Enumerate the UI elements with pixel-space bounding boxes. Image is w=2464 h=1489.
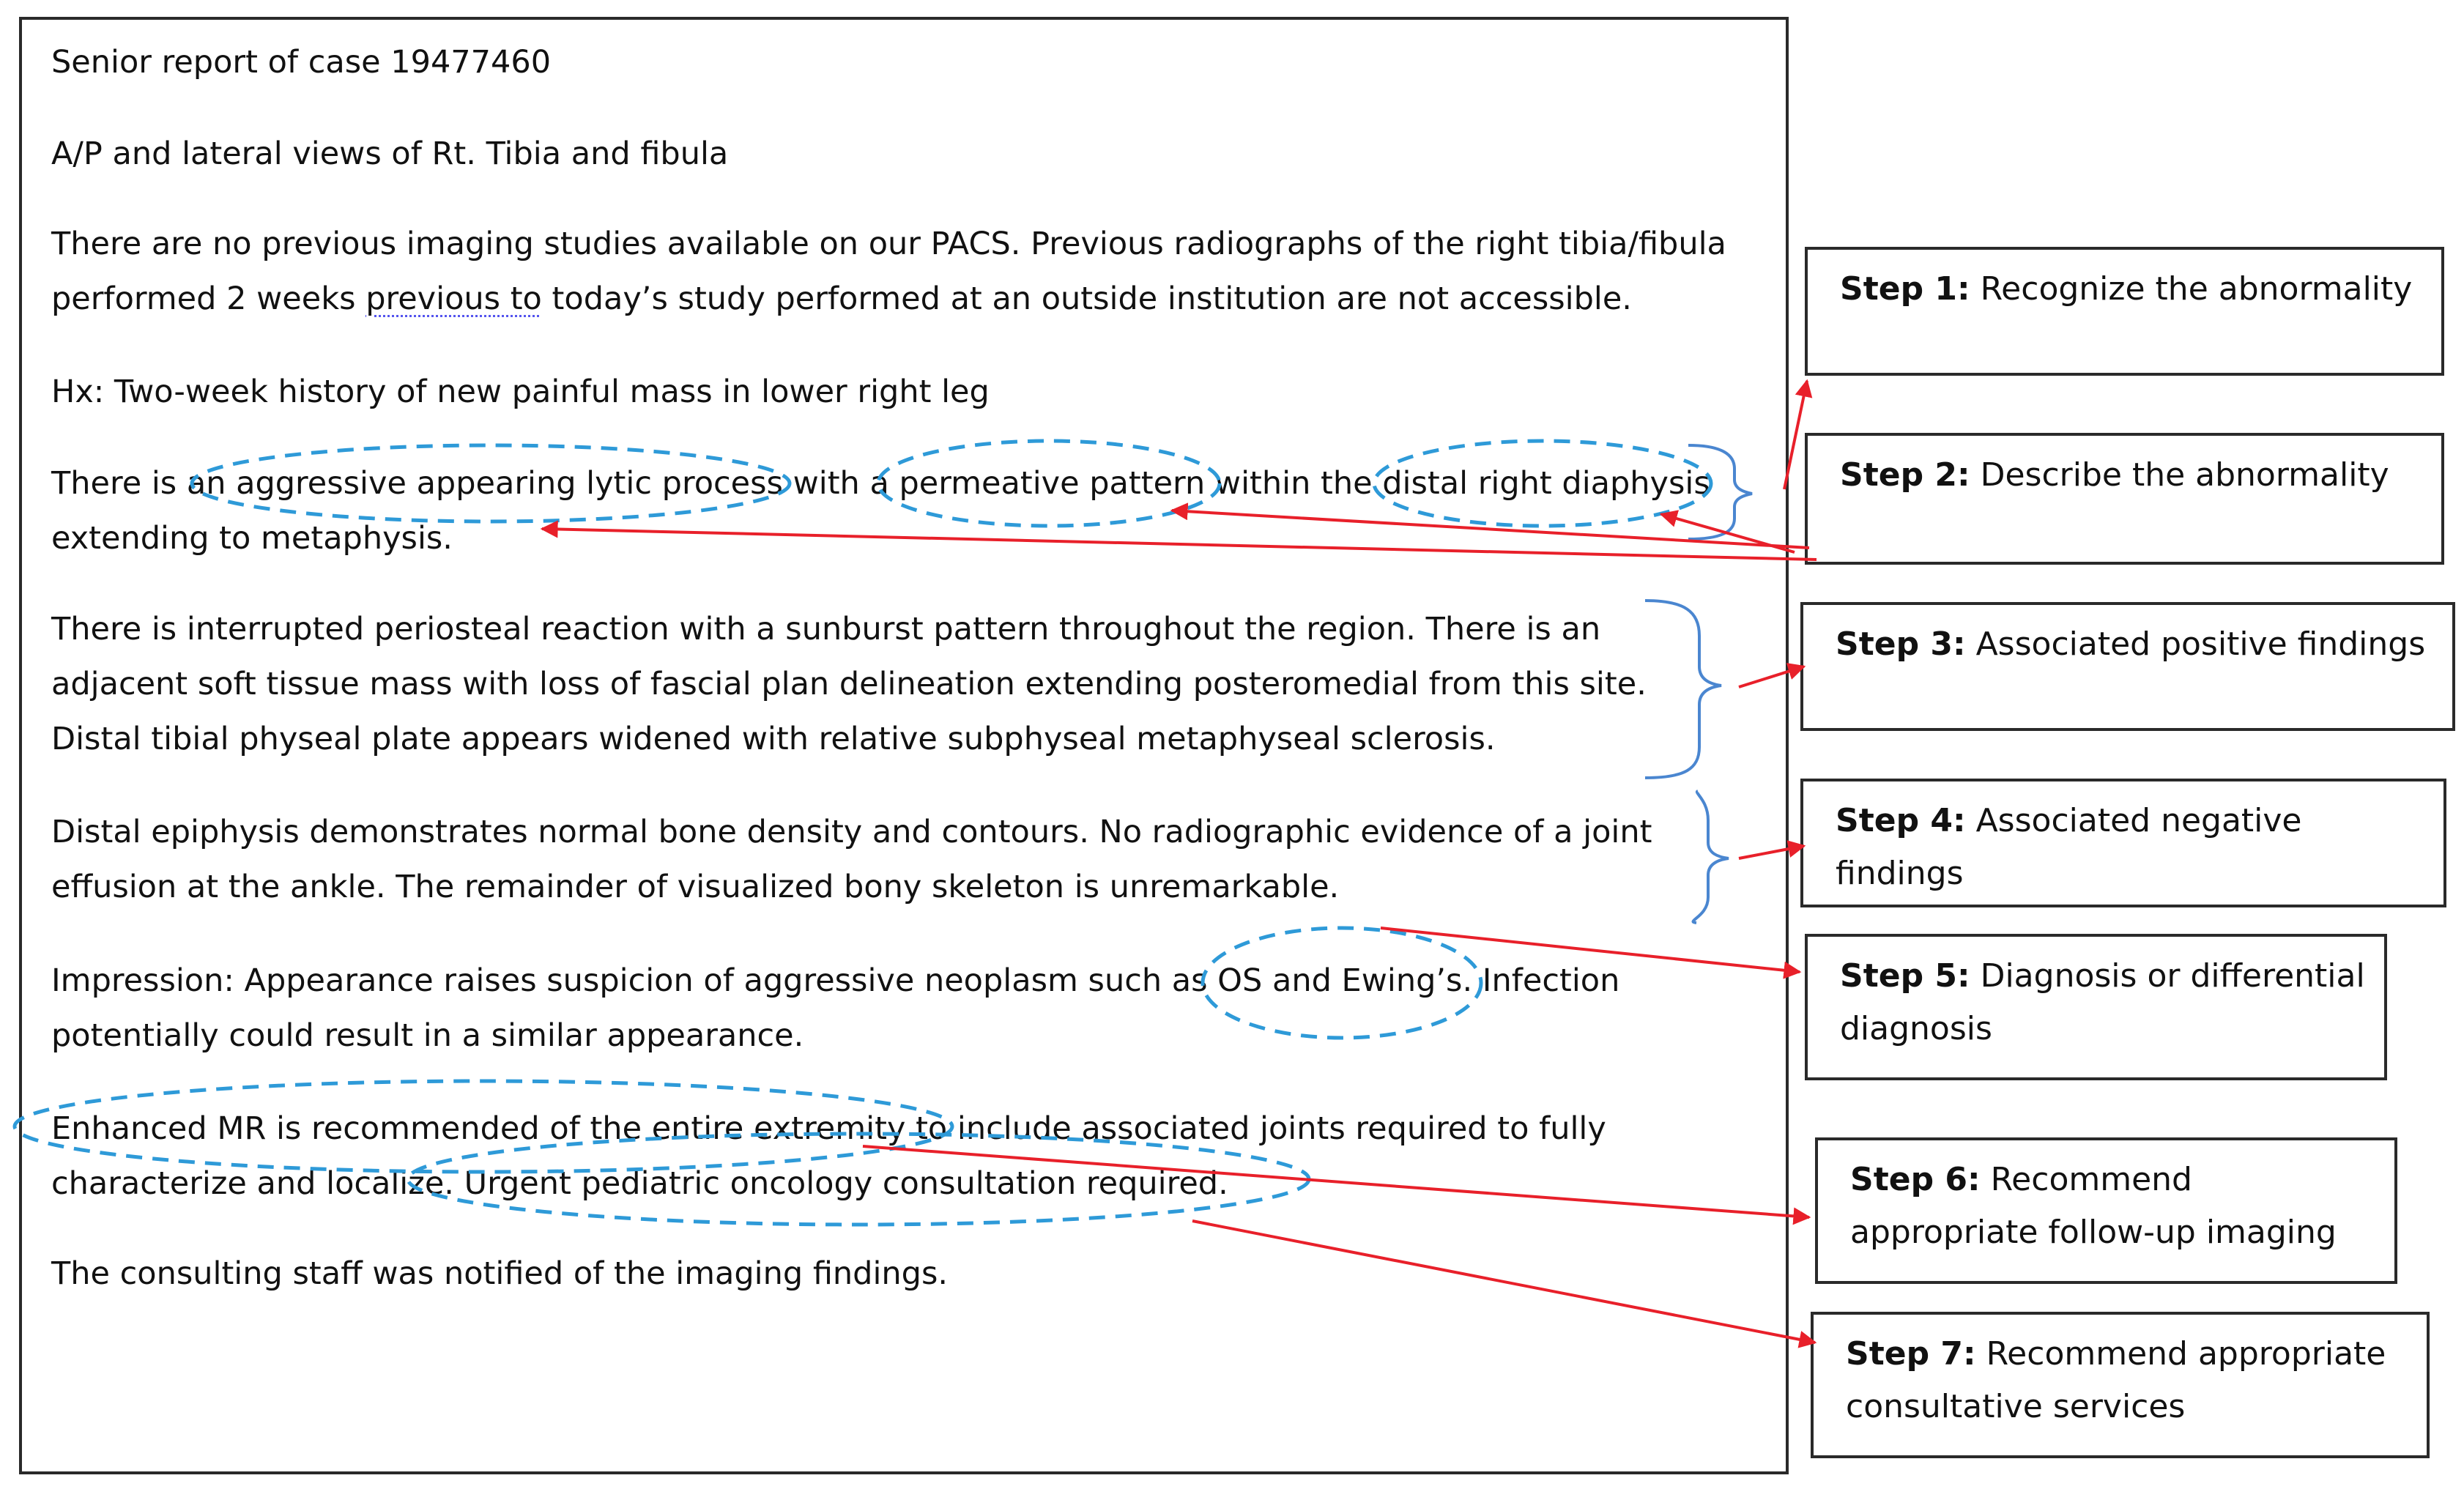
arrow-step-2-diaphysis bbox=[1661, 514, 1795, 552]
arrow-step-3 bbox=[1739, 666, 1804, 687]
arrow-step-2-lytic bbox=[542, 529, 1817, 560]
step-6-label: Step 6: bbox=[1850, 1161, 1981, 1198]
arrow-step-5 bbox=[1381, 928, 1800, 972]
prior-line-2a: performed 2 weeks bbox=[51, 281, 366, 317]
report-history: Hx: Two-week history of new painful mass in lower right leg bbox=[51, 374, 990, 410]
step-5-label: Step 5: bbox=[1840, 957, 1970, 995]
report-positive-findings: There is interrupted periosteal reaction with a sunburst pattern throughout the region. There is an adjacent soft tissue mass with loss of fascial plan delineation extending posteromedial from this site. Distal tibial physeal plate appears widened with relative subphyseal metaphyseal sclerosis. bbox=[51, 611, 1647, 757]
arrow-step-1 bbox=[1784, 381, 1807, 489]
step-1-text: Recognize the abnormality bbox=[1970, 270, 2413, 308]
report-impression: Impression: Appearance raises suspicion of aggressive neoplasm such as OS and Ewing’s. Infection potentially could result in a similar appearance. bbox=[51, 962, 1620, 1054]
arrow-step-6 bbox=[863, 1146, 1809, 1217]
prior-underlined-phrase: previous to bbox=[365, 281, 542, 317]
step-5-text: Diagnosis or differential diagnosis bbox=[1840, 957, 2365, 1047]
report-abnormality: There is an aggressive appearing lytic process with a permeative pattern within the distal right diaphysis extending to metaphysis. bbox=[51, 465, 1710, 557]
arrow-step-7 bbox=[1192, 1221, 1815, 1343]
brace-step-3 bbox=[1645, 601, 1721, 778]
highlight-lytic-process bbox=[192, 445, 790, 521]
step-2-text: Describe the abnormality bbox=[1970, 456, 2389, 494]
step-1-label: Step 1: bbox=[1840, 270, 1970, 308]
prior-line-2c: today’s study performed at an outside institution are not accessible. bbox=[541, 281, 1632, 317]
prior-line-1: There are no previous imaging studies available on our PACS. Previous radiographs of the right tibia/fibula bbox=[51, 226, 1726, 262]
step-3-label: Step 3: bbox=[1836, 625, 1966, 663]
step-2-label: Step 2: bbox=[1840, 456, 1970, 494]
highlight-distal-diaphysis bbox=[1374, 441, 1711, 526]
step-7-text: Recommend appropriate consultative services bbox=[1846, 1335, 2386, 1425]
highlight-os-ewings bbox=[1203, 928, 1481, 1038]
step-4-text: Associated negative findings bbox=[1836, 802, 2302, 892]
step-6-text: Recommend appropriate follow-up imaging bbox=[1850, 1161, 2337, 1251]
report-negative-findings: Distal epiphysis demonstrates normal bone density and contours. No radiographic evidence of a joint effusion at the ankle. The remainder of visualized bony skeleton is unremarkable. bbox=[51, 814, 1652, 905]
highlight-enhanced-mr bbox=[15, 1081, 952, 1172]
step-7-label: Step 7: bbox=[1846, 1335, 1976, 1373]
highlight-permeative-pattern bbox=[878, 441, 1220, 526]
step-4-label: Step 4: bbox=[1836, 802, 1966, 839]
report-title: Senior report of case 19477460 bbox=[51, 44, 552, 81]
arrow-step-4 bbox=[1739, 846, 1804, 858]
report-recommendation: Enhanced MR is recommended of the entire extremity to include associated joints required to fully characterize and localize. Urgent pediatric oncology consultation required. bbox=[51, 1110, 1606, 1202]
report-notification: The consulting staff was notified of the imaging findings. bbox=[51, 1255, 949, 1292]
highlight-oncology-consult bbox=[408, 1134, 1309, 1225]
report-views: A/P and lateral views of Rt. Tibia and fibula bbox=[51, 135, 729, 172]
step-3-text: Associated positive findings bbox=[1965, 625, 2426, 663]
brace-step-4 bbox=[1693, 791, 1729, 923]
